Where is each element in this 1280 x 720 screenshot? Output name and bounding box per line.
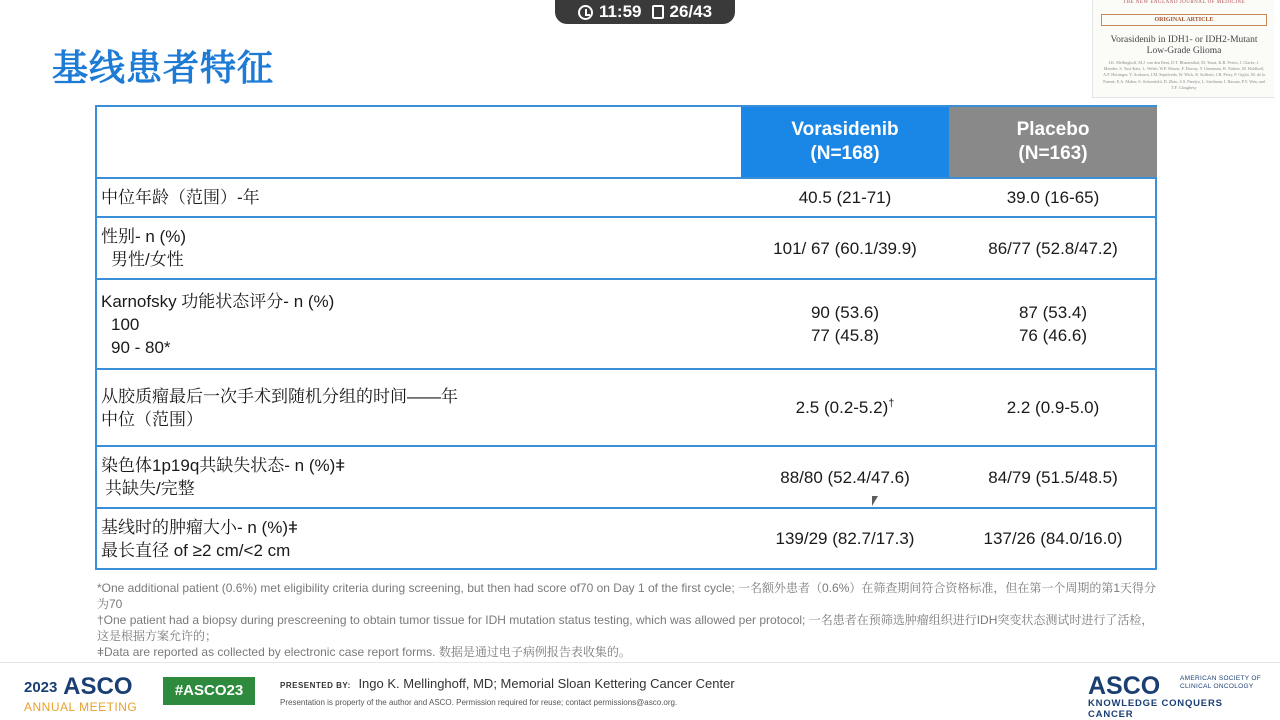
asco-society-name [1180, 675, 1261, 691]
row-pla-kps [949, 279, 1157, 369]
row-pla-codeletion: 84/79 (51.5/48.5) [949, 446, 1157, 508]
row-pla-sex: 86/77 (52.8/47.2) [949, 217, 1157, 279]
table-row [97, 446, 1157, 508]
row-label-kps-title: Karnofsky 功能状态评分- n (%) [101, 291, 335, 311]
row-vor-kps-2: 77 (45.8) [810, 326, 880, 345]
row-vor-surgery-value: 2.5 (0.2-5.2) [795, 398, 889, 417]
footnote-1: *One additional patient (0.6%) met eligibility criteria during screening, but then had score of70 on Day 1 of the first cycle; 一名额外患者（0.6%）在筛查期间符合资格标准，但在第一个周期的第1天得分为70 [97, 581, 1157, 611]
slide-counter: 26/43 [669, 2, 713, 21]
asco-wordmark: ASCO [1088, 672, 1161, 700]
footnote-3: ǂData are reported as collected by electronic case report forms. 数据是通过电子病例报告表收集的。 [97, 645, 631, 659]
footnotes [97, 580, 1157, 660]
slide-title: 基线患者特征 [52, 47, 275, 88]
row-label-codeletion [97, 446, 741, 508]
row-label-tumor-size-title: 基线时的肿瘤大小- n (%)ǂ [101, 517, 298, 537]
row-vor-age: 40.5 (21-71) [741, 178, 949, 217]
row-label-surgery-sub: 中位（范围） [101, 409, 203, 429]
header-vorasidenib-name: Vorasidenib [791, 119, 899, 140]
row-pla-kps-2: 76 (46.6) [1018, 326, 1088, 345]
row-label-kps-sub1: 100 [111, 314, 140, 334]
paper-journal: THE NEW ENGLAND JOURNAL OF MEDICINE [1122, 0, 1246, 5]
row-label-sex [97, 217, 741, 279]
row-vor-surgery-mark: † [888, 397, 895, 410]
society-line-1: AMERICAN SOCIETY OF [1180, 675, 1262, 682]
meeting-asco: ASCO [63, 673, 133, 700]
header-vorasidenib [741, 107, 949, 178]
row-pla-kps-1: 87 (53.4) [1018, 303, 1088, 322]
slide-icon [652, 5, 664, 19]
row-pla-age: 39.0 (16-65) [949, 178, 1157, 217]
table-row [97, 217, 1157, 279]
row-label-codeletion-title: 染色体1p19q共缺失状态- n (%)ǂ [101, 456, 346, 475]
header-blank [97, 107, 741, 178]
asco-society-logo [1088, 672, 1268, 720]
header-placebo [949, 107, 1157, 178]
asco-tagline: KNOWLEDGE CONQUERS CANCER [1088, 698, 1223, 720]
presenter-line [280, 676, 735, 691]
row-pla-surgery: 2.2 (0.9-5.0) [949, 369, 1157, 446]
presented-by-label: PRESENTED BY: [280, 681, 351, 690]
row-label-tumor-size-sub: 最长直径 of ≥2 cm/<2 cm [101, 540, 291, 560]
hashtag-badge: #ASCO23 [163, 677, 255, 705]
paper-badge: ORIGINAL ARTICLE [1101, 14, 1267, 26]
header-placebo-name: Placebo [1016, 119, 1090, 140]
row-vor-kps [741, 279, 949, 369]
baseline-table [95, 105, 1157, 570]
society-line-2: CLINICAL ONCOLOGY [1180, 683, 1254, 690]
header-vorasidenib-n: (N=168) [810, 143, 880, 164]
table-row [97, 369, 1157, 446]
row-label-codeletion-sub: 共缺失/完整 [105, 479, 195, 498]
row-label-kps-sub2: 90 - 80* [111, 337, 171, 357]
row-label-age: 中位年龄（范围）-年 [97, 178, 741, 217]
row-vor-tumor-size: 139/29 (82.7/17.3) [775, 529, 915, 548]
table-row [97, 178, 1157, 217]
row-label-tumor-size [97, 508, 741, 568]
meeting-annual: ANNUAL MEETING [24, 700, 138, 714]
footer-divider [0, 662, 1280, 663]
player-time: 11:59 [598, 2, 642, 21]
paper-authors: I.K. Mellinghoff, M.J. van den Bent, D.T. Blumenthal, M. Touat, K.B. Peters, J. Clarke, J. Mendez, S. Yust-Katz, L. Welsh, W.P. Mason, F. Ducray, Y. Umemura, B. Nabors, M. Holdhoff, A.F. Hottinger, Y. Arakawa, J.M. Sepulveda, W. Wick, R. Soffietti, J.R. Perry, P. Giglio, M. de la Fuente, E.A. Maher, S. Schoenfeld, D. Zhao, S.S. Pandya, L. Steelman, I. Hassan, P.Y. Wen, and T.F. Cloughesy [1103, 60, 1265, 90]
row-label-sex-title: 性别- n (%) [101, 227, 186, 246]
meeting-year: 2023 [24, 679, 58, 696]
header-placebo-n: (N=163) [1018, 143, 1088, 164]
asco-annual-meeting-logo [24, 675, 164, 715]
mouse-cursor-icon [872, 496, 878, 506]
paper-thumbnail [1092, 0, 1274, 98]
table-header-row [97, 107, 1157, 178]
row-label-surgery-title: 从胶质瘤最后一次手术到随机分组的时间——年 [101, 386, 458, 406]
row-vor-surgery [741, 369, 949, 446]
table-row [97, 508, 1157, 568]
row-label-surgery [97, 369, 741, 446]
footnote-2: †One patient had a biopsy during prescreening to obtain tumor tissue for IDH mutation status testing, which was allowed per protocol; 一名患者在预筛选肿瘤组织进行IDH突变状态测试时进行了活检，这是根据方案允许的； [97, 613, 1154, 643]
clock-icon [578, 5, 593, 20]
paper-title: Vorasidenib in IDH1- or IDH2-Mutant Low-Grade Glioma [1110, 35, 1258, 56]
row-pla-tumor-size: 137/26 (84.0/16.0) [983, 529, 1123, 548]
row-label-kps [97, 279, 741, 369]
presenter-name: Ingo K. Mellinghoff, MD; Memorial Sloan Kettering Cancer Center [358, 676, 735, 691]
permission-notice: Presentation is property of the author and ASCO. Permission required for reuse; contact permissions@asco.org. [280, 698, 678, 707]
row-vor-sex: 101/ 67 (60.1/39.9) [741, 217, 949, 279]
row-label-sex-sub: 男性/女性 [111, 250, 184, 269]
row-vor-codeletion: 88/80 (52.4/47.6) [741, 446, 949, 508]
player-status-bar [555, 0, 735, 24]
row-vor-kps-1: 90 (53.6) [810, 303, 880, 322]
table-row [97, 279, 1157, 369]
